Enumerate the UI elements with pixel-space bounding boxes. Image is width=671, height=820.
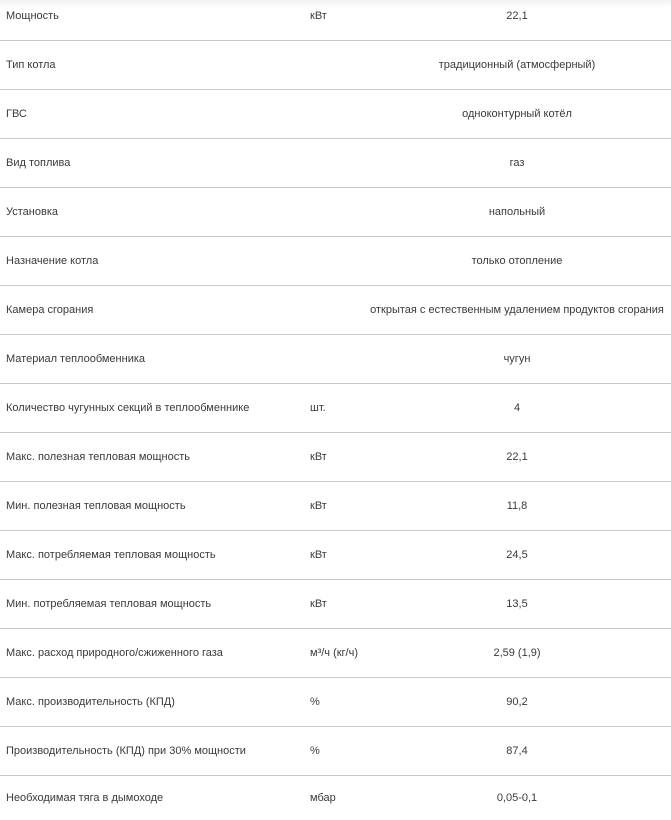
spec-unit: % (310, 696, 320, 708)
spec-value: 22,1 (506, 9, 528, 22)
spec-value: 24,5 (506, 549, 528, 561)
spec-name: Установка (6, 206, 58, 218)
spec-name: Макс. расход природного/сжиженного газа (6, 647, 223, 659)
spec-value: 13,5 (506, 598, 528, 610)
spec-value: открытая с естественным удалением продуктов сгорания (370, 304, 664, 316)
spec-name: Тип котла (6, 59, 56, 71)
spec-unit: кВт (310, 549, 327, 561)
table-row (0, 776, 671, 820)
table-row (0, 580, 671, 629)
spec-unit: % (310, 745, 320, 757)
spec-unit: кВт (310, 451, 327, 463)
table-row (0, 90, 671, 139)
spec-name: Количество чугунных секций в теплообменнике (6, 402, 250, 414)
spec-unit: мбар (310, 792, 336, 804)
table-row (0, 678, 671, 727)
table-row (0, 139, 671, 188)
table-row (0, 629, 671, 678)
spec-value: 22,1 (506, 451, 528, 463)
spec-name: Мощность (6, 9, 59, 22)
spec-value: чугун (503, 353, 531, 365)
spec-value: 0,05-0,1 (496, 792, 538, 804)
table-row (0, 41, 671, 90)
table-row (0, 482, 671, 531)
spec-unit: кВт (310, 598, 327, 610)
spec-name: Макс. полезная тепловая мощность (6, 451, 191, 463)
table-row (0, 433, 671, 482)
spec-name: ГВС (6, 108, 27, 120)
spec-name: Назначение котла (6, 255, 99, 267)
spec-name: Мин. потребляемая тепловая мощность (6, 598, 212, 610)
table-row (0, 384, 671, 433)
spec-value: 87,4 (506, 745, 528, 757)
spec-value: 2,59 (1,9) (493, 647, 541, 659)
spec-name: Макс. производительность (КПД) (6, 696, 175, 708)
spec-value: напольный (488, 206, 546, 218)
spec-name: Необходимая тяга в дымоходе (6, 792, 164, 804)
spec-name: Мин. полезная тепловая мощность (6, 500, 186, 512)
table-row (0, 531, 671, 580)
spec-unit: кВт (310, 500, 327, 512)
spec-value: одноконтурный котёл (462, 108, 572, 120)
table-row (0, 286, 671, 335)
table-row (0, 727, 671, 776)
spec-value: 11,8 (506, 500, 528, 512)
spec-value: только отопление (471, 255, 563, 267)
spec-unit: м³/ч (кг/ч) (310, 647, 359, 659)
table-row (0, 335, 671, 384)
spec-value: газ (509, 157, 525, 169)
spec-name: Макс. потребляемая тепловая мощность (6, 549, 216, 561)
table-row (0, 188, 671, 237)
table-row (0, 0, 671, 41)
spec-name: Камера сгорания (6, 304, 94, 316)
table-row (0, 237, 671, 286)
spec-name: Материал теплообменника (6, 353, 146, 365)
spec-unit: шт. (310, 402, 326, 414)
spec-name: Производительность (КПД) при 30% мощности (6, 745, 246, 757)
spec-unit: кВт (310, 9, 327, 22)
spec-name: Вид топлива (6, 157, 71, 169)
spec-value: 90,2 (506, 696, 528, 708)
spec-value: 4 (513, 402, 521, 414)
spec-value: традиционный (атмосферный) (438, 59, 596, 71)
